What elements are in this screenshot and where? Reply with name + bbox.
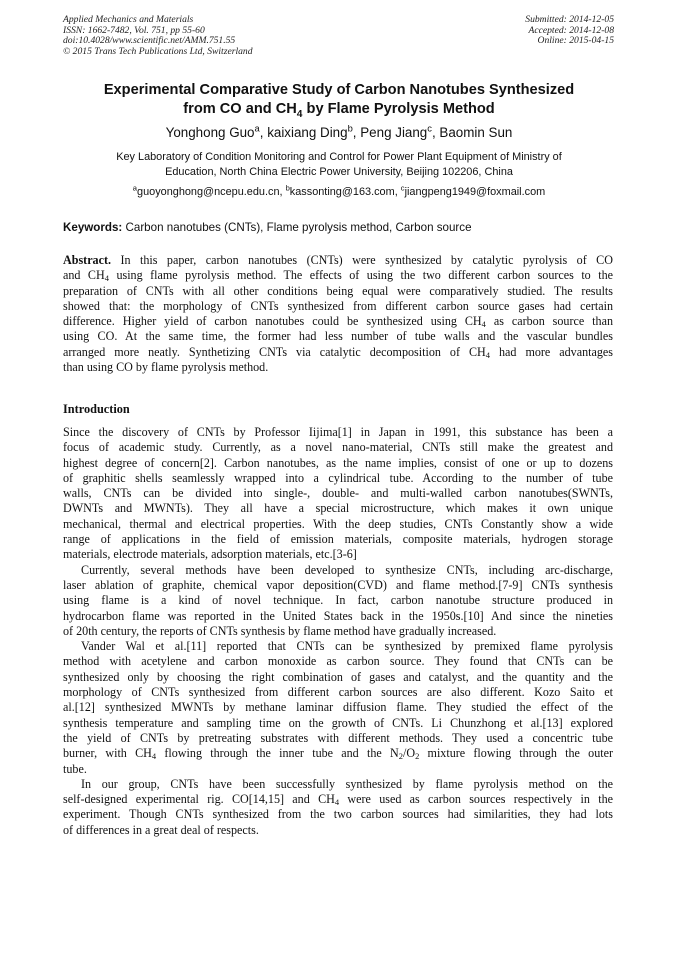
- submitted-date: Submitted: 2014-12-05: [525, 14, 614, 25]
- introduction-body: [63, 425, 613, 838]
- keywords: [63, 220, 472, 235]
- paper-title: [40, 81, 638, 118]
- paragraph-line: tube.: [63, 761, 87, 776]
- abstract-line: showed that: the morphology of CNTs synthesized from different carbon source gases had certain: [63, 298, 613, 313]
- paragraph-line: range of applications in the field of emission materials, composite materials, hydrogen storage: [63, 532, 613, 547]
- paragraph-line: highest degree of concern[2]. Carbon nanotubes, as the name implies, consist of one or up to dozens: [63, 455, 613, 470]
- journal-doi: doi:10.4028/www.scientific.net/AMM.751.55: [63, 35, 236, 47]
- journal-copyright: © 2015 Trans Tech Publications Ltd, Switzerland: [63, 45, 253, 57]
- author: Yonghong Guo: [165, 125, 255, 140]
- paragraph-line: of differences in a great deal of respects.: [63, 822, 259, 837]
- paragraph-line: using flame is a kind of novel technique. In fact, carbon nanotube structure produced in: [63, 593, 613, 608]
- author: Peng Jiang: [360, 125, 428, 140]
- journal-info: [63, 15, 253, 57]
- publication-dates: [525, 15, 614, 47]
- paragraph-line: hydrocarbon flame was reported in the United States back in the 1950s.[10] And since the nineties: [63, 608, 613, 623]
- abstract-label: Abstract.: [63, 253, 112, 267]
- paragraph-line: of 20th century, the reports of CNTs synthesis by flame method have gradually increased.: [63, 623, 497, 638]
- paragraph-line: morphology of CNTs synthesized from different carbon sources are also different. Kozo Saito et: [63, 685, 613, 700]
- paragraph-line: synthesized only by choosing the right combination of gases and catalyst, and the quantity and the: [63, 669, 613, 684]
- author: Baomin Sun: [439, 125, 513, 140]
- introduction-heading: Introduction: [63, 402, 130, 416]
- affiliation: Key Laboratory of Condition Monitoring and Control for Power Plant Equipment of Ministry of Education, North China Electric Power University, Beijing 102206, China: [116, 151, 562, 178]
- author: kaixiang Ding: [267, 125, 348, 140]
- paragraph-line: laser ablation of graphite, chemical vapor deposition(CVD) and flame method.[7-9] CNTs synthesis: [63, 577, 613, 592]
- abstract-line: Abstract. In this paper, carbon nanotubes (CNTs) were synthesized by catalytic pyrolysis of CO: [63, 253, 613, 267]
- abstract-line: arranged more neatly. Synthetizing CNTs via catalytic decomposition of $CH_4$ had more advantages: [63, 344, 613, 360]
- email-link[interactable]: jiangpeng1949@foxmail.com: [404, 186, 546, 198]
- title-line-2: from CO and $CH_4$ by Flame Pyrolysis Method: [183, 100, 495, 120]
- author-emails: $^a$guoyonghong@ncepu.edu.cn, $^b$kassonting@163.com, $^c$jiangpeng1949@foxmail.com: [132, 183, 546, 198]
- paragraph-line: mechanical, thermal and electrical properties. With the deep studies, CNTs Constantly show a wide: [63, 516, 613, 531]
- abstract-line: than using CO by flame pyrolysis method.: [63, 360, 269, 375]
- abstract: [63, 253, 613, 375]
- accepted-date: Accepted: 2014-12-08: [528, 24, 614, 36]
- paragraph-line: focus of academic study. Currently, as a novel nano-material, CNTs still make the greatest and: [63, 440, 613, 455]
- paragraph-line: synthesis temperature and sampling time on the growth of CNTs. Li Chunzhong et al.[13] explored: [63, 715, 613, 730]
- paragraph-line: Vander Wal et al.[11] reported that CNTs can be synthesized by premixed flame pyrolysis: [81, 639, 613, 654]
- paragraph-line: method with acetylene and carbon monoxide as carbon source. They found that CNTs can be: [63, 654, 613, 669]
- keywords-text: Carbon nanotubes (CNTs), Flame pyrolysis method, Carbon source: [122, 221, 472, 234]
- author-list: Yonghong Guo$^a$, kaixiang Ding$^b$, Peng Jiang$^c$, Baomin Sun: [165, 123, 513, 140]
- paragraph-line: al.[12] synthesized MWNTs by methane laminar diffusion flame. They studied the effect of the: [63, 700, 613, 715]
- journal-name: Applied Mechanics and Materials: [63, 14, 194, 25]
- paragraph-line: of graphitic shells seamlessly wrapped into a cylindrical tube. According to the number of tube: [63, 470, 613, 485]
- abstract-line: using CO. At the same time, the former had less number of tube walls and the vascular bundles: [63, 329, 613, 344]
- paragraph-line: In our group, CNTs have been successfully synthesized by flame pyrolysis method on the: [81, 776, 613, 791]
- paragraph-line: materials, electrode materials, adsorption materials, etc.[3-6]: [63, 547, 357, 562]
- title-line-1: Experimental Comparative Study of Carbon Nanotubes Synthesized: [103, 82, 575, 98]
- journal-issn: ISSN: 1662-7482, Vol. 751, pp 55-60: [63, 24, 205, 36]
- email-link[interactable]: kassonting@163.com: [289, 186, 395, 198]
- abstract-line: difference. Higher yield of carbon nanotubes could be synthesized using $CH_4$ as carbon source than: [63, 314, 613, 330]
- email-link[interactable]: guoyonghong@ncepu.edu.cn: [137, 186, 280, 198]
- paragraph-line: the yield of CNTs by pretreating substrates with different methods. They used a concentric tube: [63, 730, 613, 745]
- paragraph-line: Since the discovery of CNTs by Professor Iijima[1] in Japan in 1991, this substance has been a: [63, 425, 613, 439]
- online-date: Online: 2015-04-15: [537, 35, 614, 47]
- paragraph-line: DWNTs and MWNTs). They all have a special microstructure, which makes it own unique: [63, 501, 613, 516]
- paragraph-line: Currently, several methods have been developed to synthesize CNTs, including arc-discharge,: [81, 562, 613, 577]
- keywords-label: Keywords:: [63, 221, 123, 234]
- abstract-line: preparation of CNTs with all other conditions being equal were comparatively studied. The results: [63, 283, 613, 298]
- paragraph-line: burner, with $CH_4$ flowing through the inner tube and the $N_2/O_2$ mixture flowing through the outer: [63, 746, 613, 762]
- paragraph-line: experiment. Though CNTs synthesized from the two carbon sources had similarities, they had lots: [63, 807, 613, 822]
- paragraph-line: walls, CNTs can be divided into single-, double- and multi-walled carbon nanotubes(SWNTs,: [63, 486, 613, 501]
- abstract-line: and $CH_4$ using flame pyrolysis method. The effects of using the two different carbon sources to the: [63, 268, 613, 284]
- paragraph-line: self-designed experimental rig. CO[14,15] and $CH_4$ were used as carbon sources respectively in the: [63, 792, 613, 808]
